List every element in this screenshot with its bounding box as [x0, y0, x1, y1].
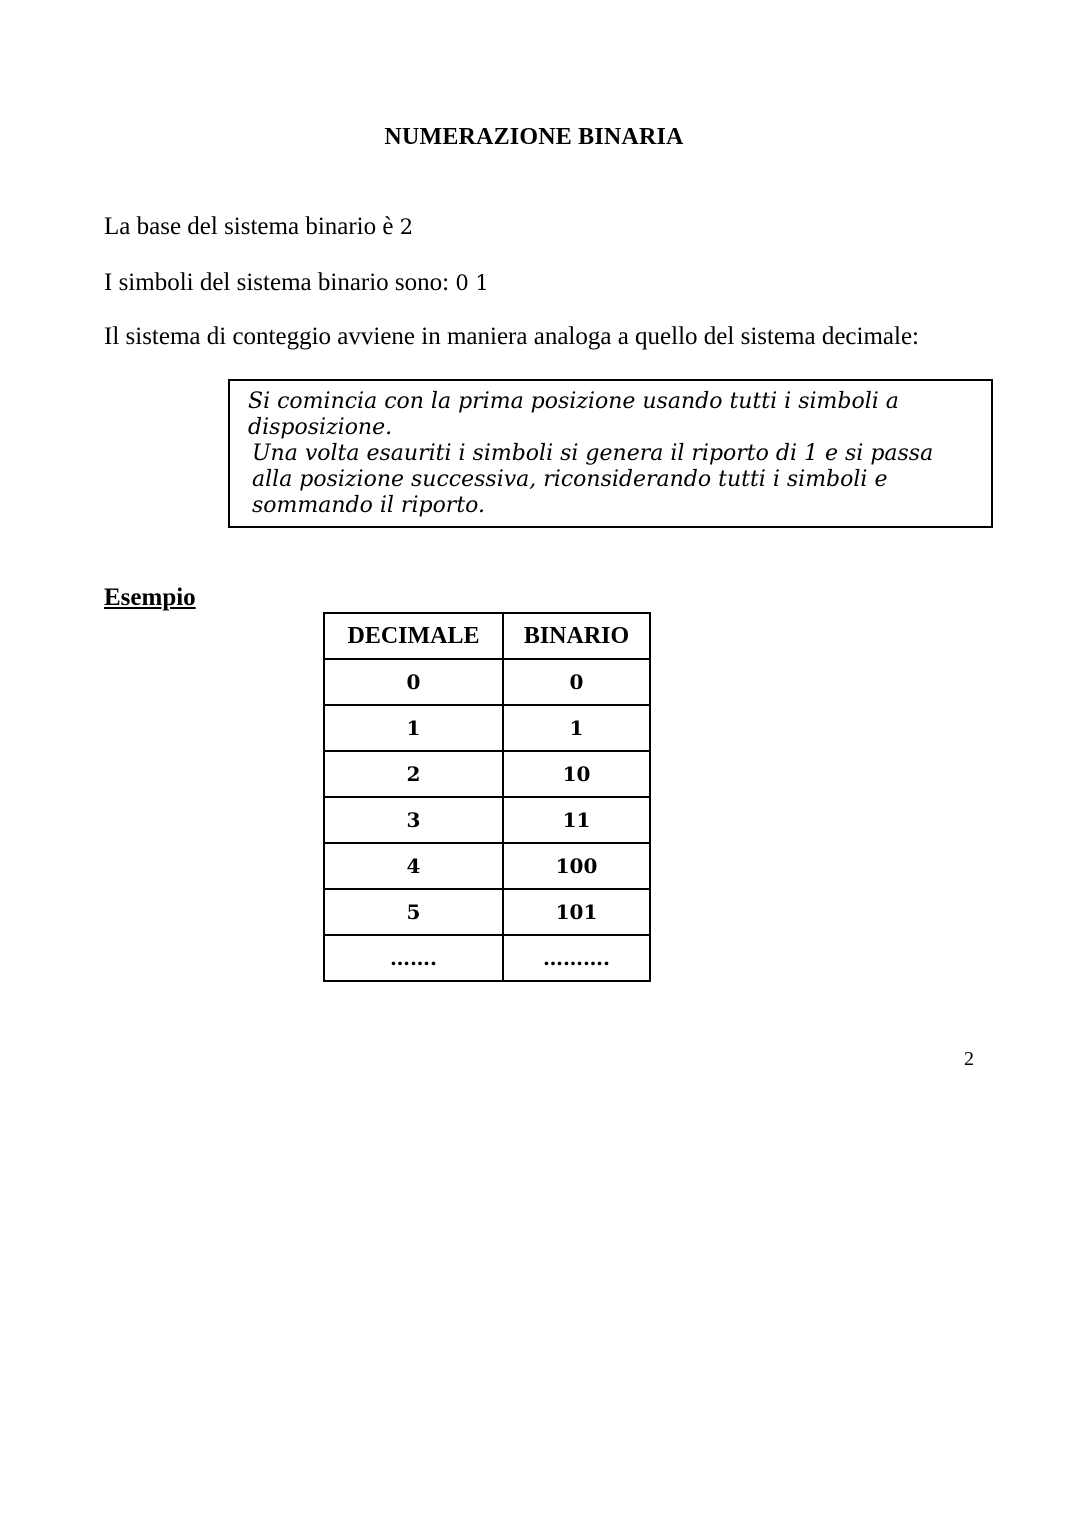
table-row: [324, 751, 650, 797]
decimal-cell: 5: [324, 889, 503, 935]
symbols-text: I simboli del sistema binario sono:: [104, 269, 450, 296]
binary-cell: 1: [503, 705, 650, 751]
decimal-cell: 1: [324, 705, 503, 751]
base-value: 2: [399, 215, 414, 239]
table-row: [324, 659, 650, 705]
binary-cell: ……….: [503, 935, 650, 981]
rule-box: [228, 379, 993, 528]
table-row: [324, 705, 650, 751]
example-label: Esempio: [104, 584, 196, 611]
page-number: 2: [964, 1048, 974, 1070]
base-text: La base del sistema binario è: [104, 213, 394, 240]
table-row: [324, 935, 650, 981]
counting-statement: Il sistema di conteggio avviene in maniera analoga a quello del sistema decimale:: [104, 323, 919, 350]
symbols-statement: [104, 269, 489, 297]
table-header-row: [324, 613, 650, 659]
symbols-value: 0 1: [455, 271, 489, 295]
header-binario: BINARIO: [503, 613, 650, 659]
table-row: [324, 889, 650, 935]
table-row: [324, 843, 650, 889]
binary-cell: 11: [503, 797, 650, 843]
binary-cell: 101: [503, 889, 650, 935]
conversion-table: [323, 612, 651, 982]
decimal-cell: 2: [324, 751, 503, 797]
table-row: [324, 797, 650, 843]
decimal-cell: 3: [324, 797, 503, 843]
binary-cell: 10: [503, 751, 650, 797]
binary-cell: 0: [503, 659, 650, 705]
rule-paragraph-2: Una volta esauriti i simboli si genera il riporto di 1 e si passa alla posizione successiva, riconsiderando tutti i simboli e sommando il riporto.: [252, 441, 934, 518]
rule-paragraph-1: Si comincia con la prima posizione usando tutti i simboli a disposizione.: [248, 389, 899, 440]
decimal-cell: 0: [324, 659, 503, 705]
header-decimale: DECIMALE: [324, 613, 503, 659]
decimal-cell: 4: [324, 843, 503, 889]
base-statement: [104, 213, 413, 241]
page-title: NUMERAZIONE BINARIA: [384, 124, 684, 150]
binary-cell: 100: [503, 843, 650, 889]
decimal-cell: …….: [324, 935, 503, 981]
